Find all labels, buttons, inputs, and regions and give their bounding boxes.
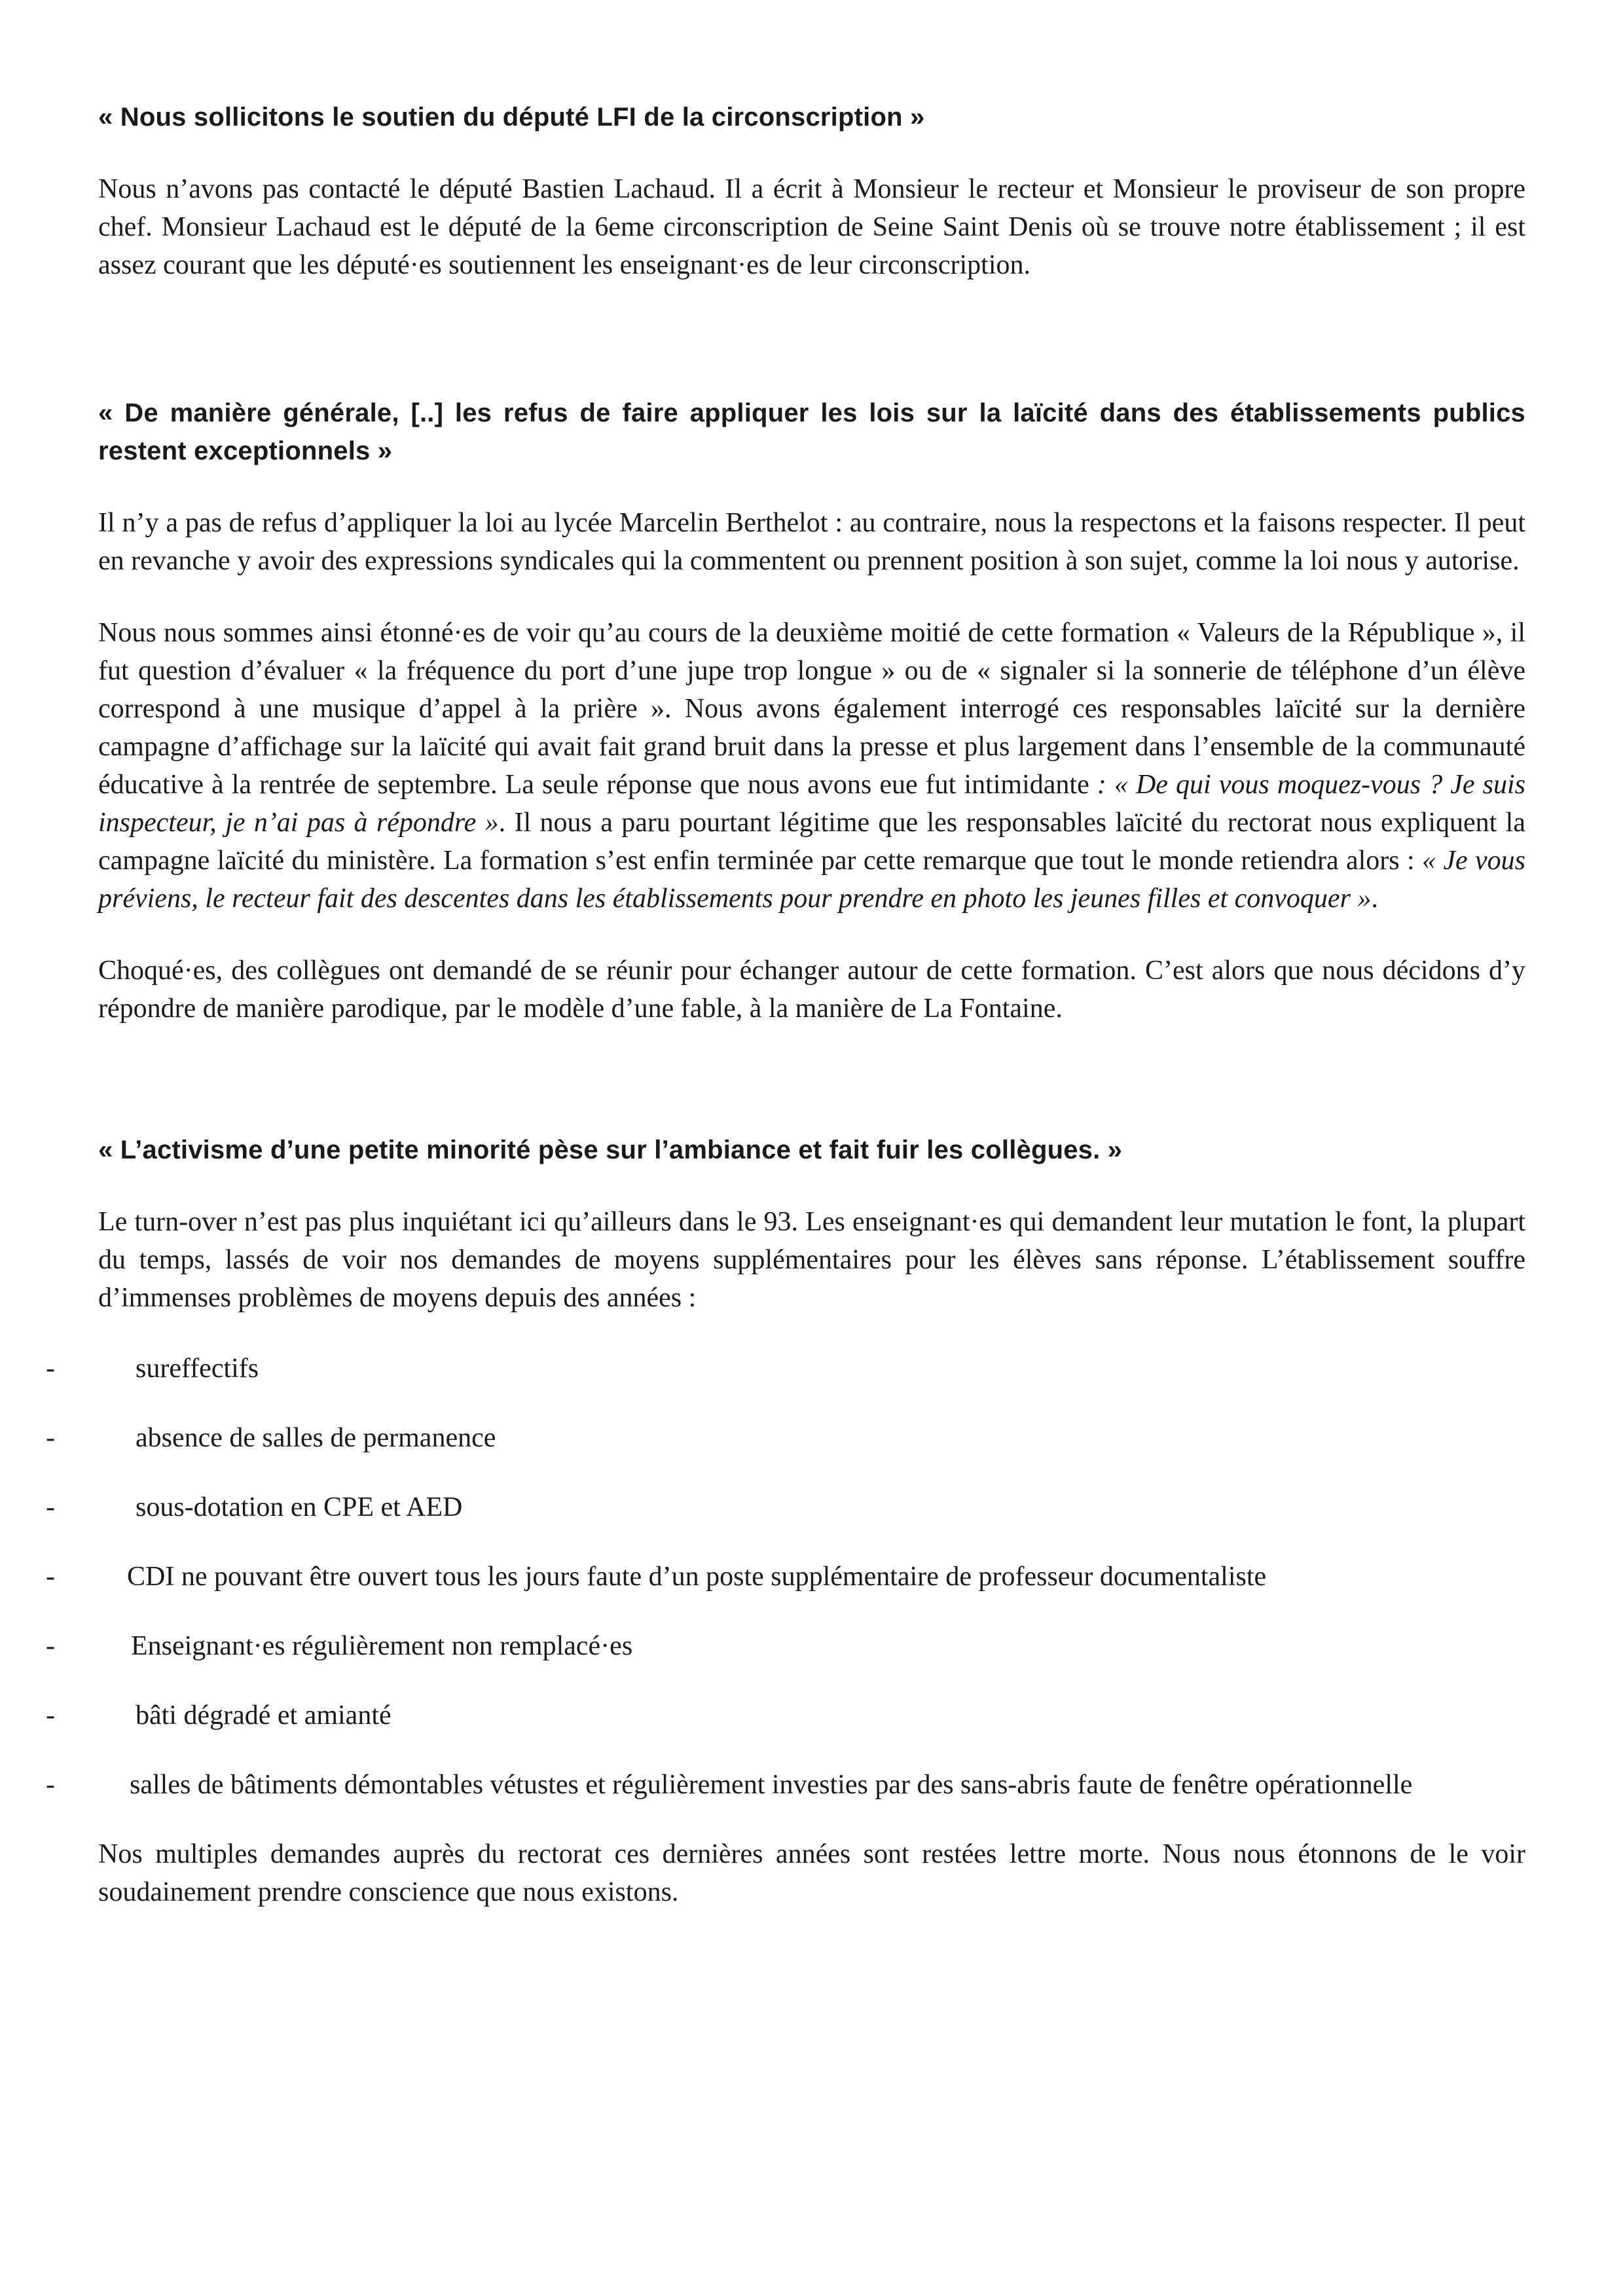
section-heading-laicite: « De manière générale, [..] les refus de faire appliquer les lois sur la laïcité dans des établissements publics restent exceptionnels » [98,399,1525,465]
paragraph-activisme-2: Nos multiples demandes auprès du rectorat ces dernières années sont restées lettre morte. Nous nous étonnons de le voir soudainement prendre conscience que nous existons. [98,1839,1525,1907]
section-heading-activisme: « L’activisme d’une petite minorité pèse sur l’ambiance et fait fuir les collègues. » [98,1136,1123,1164]
list-dash: - [46,1354,55,1384]
paragraph-laicite-2-part-c: . [1371,884,1378,914]
paragraph-laicite-2-part-b: . Il nous a paru pourtant légitime que les responsables laïcité du rectorat nous expliquent la campagne laïcité du ministère. La formation s’est enfin terminée par cette remarque que tout le monde retiendra alors : [98,808,1525,876]
list-item [46,1696,1525,1734]
list-item-text: bâti dégradé et amianté [136,1700,392,1731]
paragraph-laicite-2 [98,614,1525,918]
list-item [46,1419,1525,1457]
list-dash: - [46,1562,55,1592]
list-item-text: sous-dotation en CPE et AED [136,1492,463,1522]
paragraph-depute: Nous n’avons pas contacté le député Bastien Lachaud. Il a écrit à Monsieur le recteur et Monsieur le proviseur de son propre chef. Monsieur Lachaud est le député de la 6eme circonscription de Seine Saint Denis où se trouve notre établissement ; il est assez courant que les député·es soutiennent les enseignant·es de leur circonscription. [98,174,1525,280]
quote-recteur: « Je vous préviens, le recteur fait des descentes dans les établissements pour prendre en photo les jeunes filles et convoquer » [98,846,1525,914]
list-item [46,1766,1525,1804]
paragraph-laicite-2-part-a: Nous nous sommes ainsi étonné·es de voir qu’au cours de la deuxième moitié de cette formation « Valeurs de la République », il fut question d’évaluer « la fréquence du port d’une jupe trop longue » ou de « signaler si la sonnerie de téléphone d’un élève correspond à une musique d’appel à la prière ». Nous avons également interrogé ces responsables laïcité sur la dernière campagne d’affichage sur la laïcité qui avait fait grand bruit dans la presse et plus largement dans l’ensemble de la communauté éducative à la rentrée de septembre. La seule réponse que nous avons eue fut intimidante [98,618,1525,800]
section-heading-depute: « Nous sollicitons le soutien du député LFI de la circonscription » [98,103,925,132]
list-dash: - [46,1770,55,1800]
quote-inspecteur: : « De qui vous moquez-vous ? Je suis inspecteur, je n’ai pas à répondre » [98,770,1525,838]
list-item-text: salles de bâtiments démontables vétustes et régulièrement investies par des sans-abris faute de fenêtre opérationnelle [130,1770,1413,1800]
list-item [46,1350,1525,1388]
document-page [46,98,1525,1911]
problems-list [46,1350,1525,1804]
list-item-text: absence de salles de permanence [136,1423,496,1453]
paragraph-laicite-3: Choqué·es, des collègues ont demandé de se réunir pour échanger autour de cette formation. C’est alors que nous décidons d’y répondre de manière parodique, par le modèle d’une fable, à la manière de La Fontaine. [98,956,1525,1024]
list-dash: - [46,1423,55,1453]
list-item-text: sureffectifs [136,1354,259,1384]
list-dash: - [46,1492,55,1522]
list-item [46,1627,1525,1665]
paragraph-activisme-1: Le turn-over n’est pas plus inquiétant ici qu’ailleurs dans le 93. Les enseignant·es qui demandent leur mutation le font, la plupart du temps, lassés de voir nos demandes de moyens supplémentaires pour les élèves sans réponse. L’établissement souffre d’immenses problèmes de moyens depuis des années : [98,1207,1525,1313]
list-item-text: Enseignant·es régulièrement non remplacé·es [131,1631,633,1661]
list-dash: - [46,1700,55,1731]
list-item [46,1558,1525,1596]
list-dash: - [46,1631,55,1661]
list-item [46,1488,1525,1526]
paragraph-laicite-1: Il n’y a pas de refus d’appliquer la loi au lycée Marcelin Berthelot : au contraire, nous la respectons et la faisons respecter. Il peut en revanche y avoir des expressions syndicales qui la commentent ou prennent position à son sujet, comme la loi nous y autorise. [98,508,1525,576]
list-item-text: CDI ne pouvant être ouvert tous les jours faute d’un poste supplémentaire de professeur documentaliste [127,1562,1267,1592]
